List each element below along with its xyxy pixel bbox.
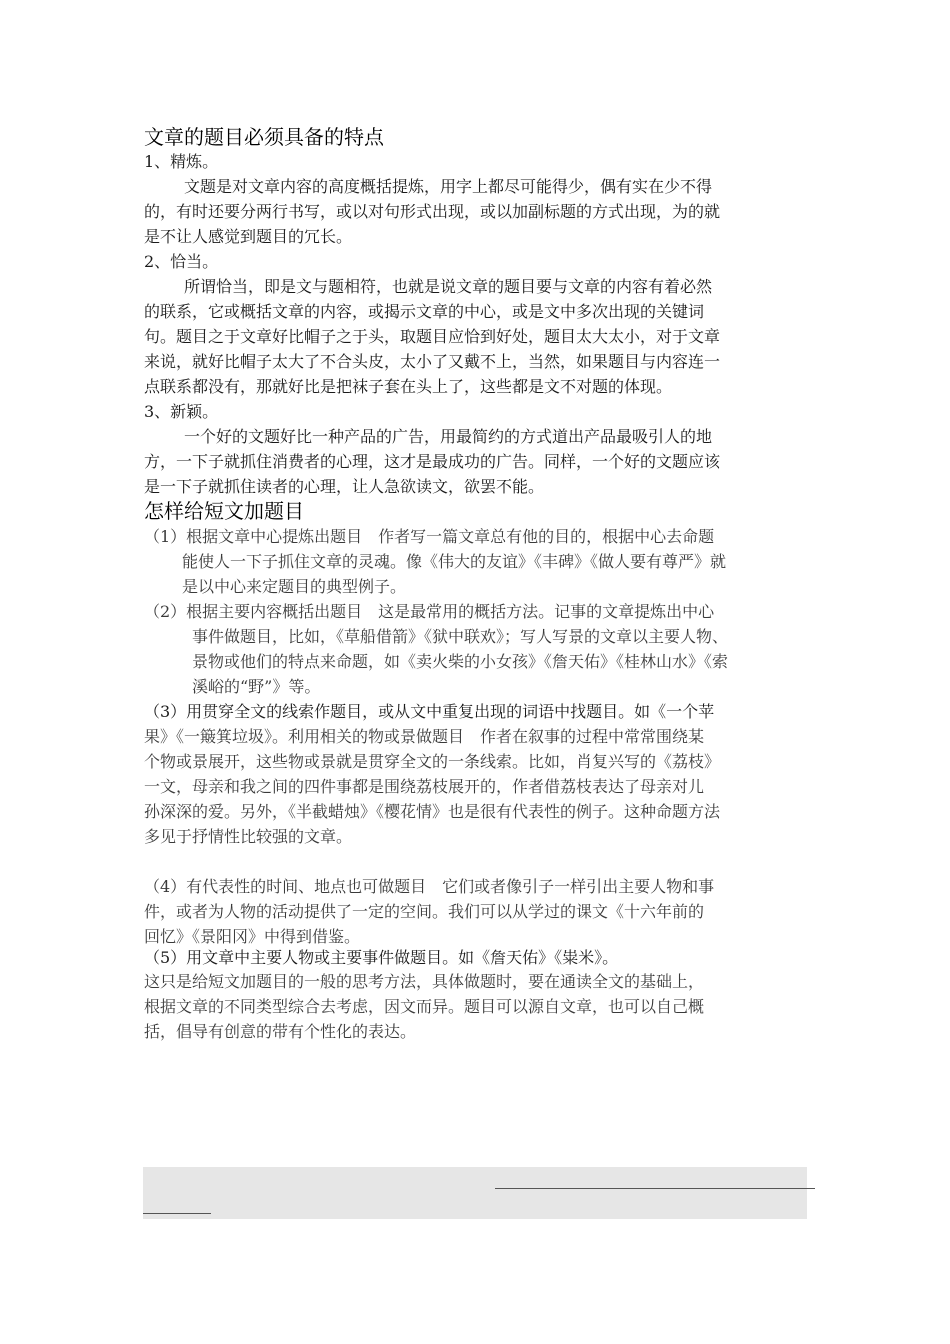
section-title-how-to-title: 怎样给短文加题目 [144, 499, 304, 523]
method-5-line: （5）用文章中主要人物或主要事件做题目。如《詹天佑》《粜米》。 [144, 948, 619, 967]
footer-rule-short [143, 1213, 211, 1214]
paragraph-line: 点联系都没有，那就好比是把袜子套在头上了，这些都是文不对题的体现。 [144, 377, 673, 396]
item-heading-appropriate: 2、恰当。 [144, 252, 219, 271]
method-4-line: （4）有代表性的时间、地点也可做题目 它们或者像引子一样引出主要人物和事 [144, 877, 715, 896]
paragraph-line: 的联系，它或概括文章的内容，或揭示文章的中心，或是文中多次出现的关键词 [144, 302, 705, 321]
method-3-line: 个物或景展开，这些物或景就是贯穿全文的一条线索。比如，肖复兴写的《荔枝》 [144, 752, 721, 771]
paragraph-line: 来说，就好比帽子太大了不合头皮，太小了又戴不上，当然，如果题目与内容连一 [144, 352, 721, 371]
paragraph-line: 句。题目之于文章好比帽子之于头，取题目应恰到好处，题目太大太小，对于文章 [144, 327, 721, 346]
closing-line: 这只是给短文加题目的一般的思考方法，具体做题时，要在通读全文的基础上， [144, 972, 705, 991]
paragraph-line: 文题是对文章内容的高度概括提炼，用字上都尽可能得少，偶有实在少不得 [184, 177, 713, 196]
paragraph-line: 一个好的文题好比一种产品的广告，用最简约的方式道出产品最吸引人的地 [184, 427, 713, 446]
method-3-line: 果》《一簸箕垃圾》。利用相关的物或景做题目 作者在叙事的过程中常常围绕某 [144, 727, 705, 746]
footer-rule [495, 1188, 815, 1189]
paragraph-line: 是一下子就抓住读者的心理，让人急欲读文，欲罢不能。 [144, 477, 545, 496]
closing-line: 括，倡导有创意的带有个性化的表达。 [144, 1022, 417, 1041]
method-1-line: （1）根据文章中心提炼出题目 作者写一篇文章总有他的目的，根据中心去命题 [144, 527, 715, 546]
method-4-line: 回忆》《景阳冈》中得到借鉴。 [144, 927, 361, 946]
method-2-line: 景物或他们的特点来命题，如《卖火柴的小女孩》《詹天佑》《桂林山水》《索 [192, 652, 729, 671]
method-3-line: 一文，母亲和我之间的四件事都是围绕荔枝展开的，作者借荔枝表达了母亲对儿 [144, 777, 705, 796]
method-4-line: 件，或者为人物的活动提供了一定的空间。我们可以从学过的课文《十六年前的 [144, 902, 705, 921]
item-heading-novel: 3、新颖。 [144, 402, 219, 421]
closing-line: 根据文章的不同类型综合去考虑，因文而异。题目可以源自文章，也可以自己概 [144, 997, 705, 1016]
method-2-line: 溪峪的“野”》等。 [192, 677, 321, 696]
item-heading-concise: 1、精炼。 [144, 152, 219, 171]
footer-band [143, 1167, 807, 1219]
paragraph-line: 是不让人感觉到题目的冗长。 [144, 227, 353, 246]
method-3-line: 多见于抒情性比较强的文章。 [144, 827, 353, 846]
method-3-line: 孙深深的爱。另外，《半截蜡烛》《樱花情》也是很有代表性的例子。这种命题方法 [144, 802, 721, 821]
method-1-line: 能使人一下子抓住文章的灵魂。像《伟大的友谊》《丰碑》《做人要有尊严》就 [182, 552, 727, 571]
paragraph-line: 的，有时还要分两行书写，或以对句形式出现，或以加副标题的方式出现，为的就 [144, 202, 721, 221]
paragraph-line: 所谓恰当，即是文与题相符，也就是说文章的题目要与文章的内容有着必然 [184, 277, 713, 296]
paragraph-line: 方，一下子就抓住消费者的心理，这才是最成功的广告。同样，一个好的文题应该 [144, 452, 721, 471]
method-2-line: （2）根据主要内容概括出题目 这是最常用的概括方法。记事的文章提炼出中心 [144, 602, 715, 621]
method-3-line: （3）用贯穿全文的线索作题目，或从文中重复出现的词语中找题目。如《一个苹 [144, 702, 715, 721]
method-1-line: 是以中心来定题目的典型例子。 [182, 577, 407, 596]
section-title-features: 文章的题目必须具备的特点 [144, 125, 384, 149]
method-2-line: 事件做题目，比如，《草船借箭》《狱中联欢》；写人写景的文章以主要人物、 [192, 627, 729, 646]
